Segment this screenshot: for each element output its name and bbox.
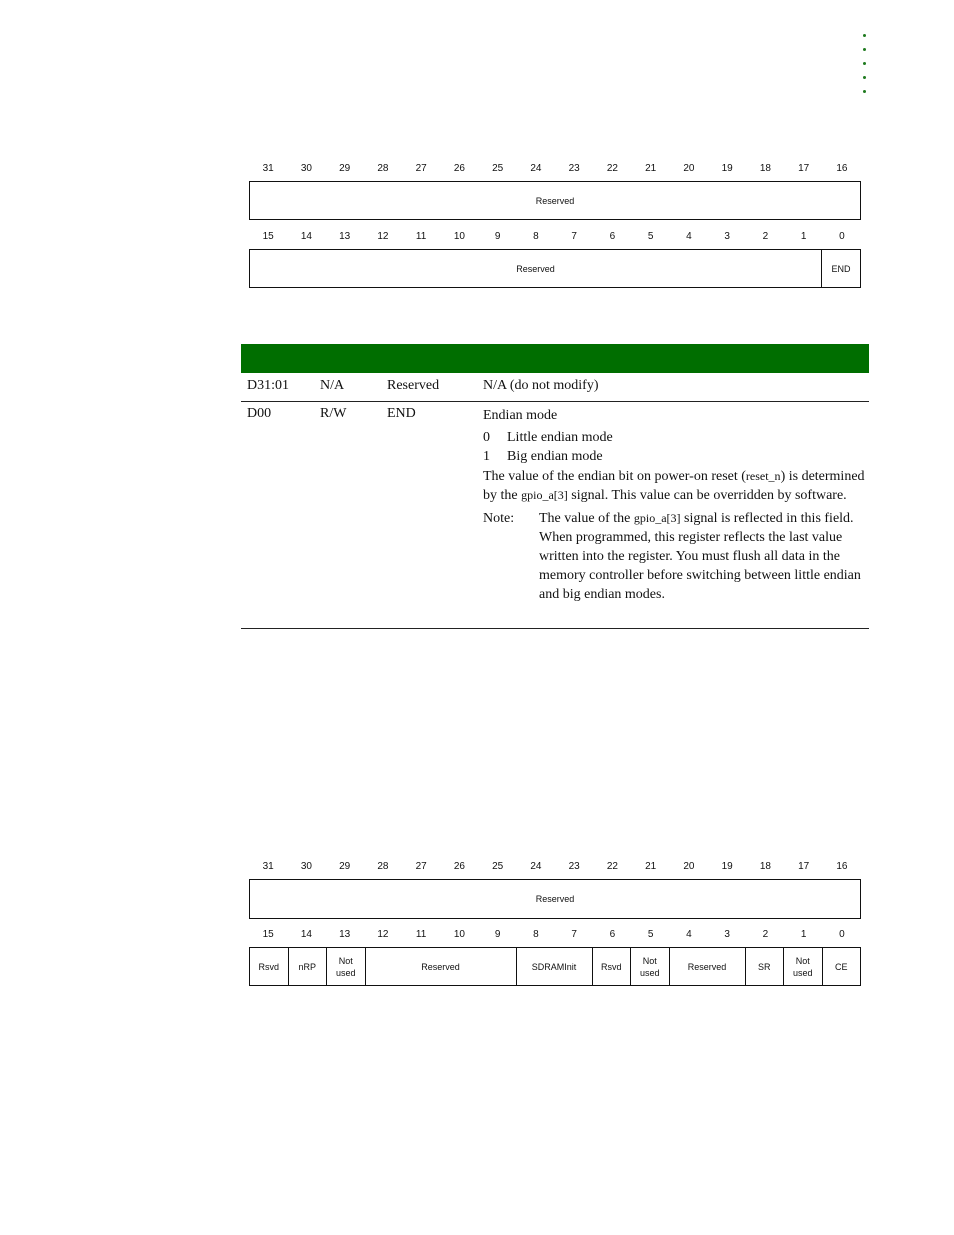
description-paragraph: The value of the endian bit on power-on reset (reset_n) is determined by the gpio_a[3] signal. This value can be overridden by software. <box>483 469 865 503</box>
enum-item <box>483 428 867 447</box>
bit-number: 14 <box>300 929 312 940</box>
bit-fields-upper <box>249 879 861 919</box>
bit-number: 20 <box>683 861 695 872</box>
enum-key: 0 <box>483 430 490 445</box>
signal-name: gpio_a <box>521 488 554 502</box>
bit-number: 23 <box>568 163 580 174</box>
table-row <box>241 402 869 629</box>
bit-number: 17 <box>798 163 810 174</box>
bit-number: 30 <box>300 163 312 174</box>
bit-field: Not used <box>327 948 366 985</box>
dot <box>863 76 866 79</box>
bit-number: 10 <box>453 231 465 242</box>
bit-number: 16 <box>836 861 848 872</box>
bit-number: 4 <box>686 929 692 940</box>
bit-field: Reserved <box>366 948 517 985</box>
dot <box>863 34 866 37</box>
bit-number: 7 <box>571 231 577 242</box>
bit-field: Reserved <box>670 948 746 985</box>
bit-numbers-upper <box>249 163 861 181</box>
bit-field: nRP <box>289 948 328 985</box>
bit-number: 6 <box>609 231 616 242</box>
note-text: The value of the gpio_a[3] signal is reflected in this field. When programmed, this register reflects the last value written into the register. You must flush all data in the memory controller before switching between little endian and big endian modes. <box>539 511 861 602</box>
bit-number: 30 <box>300 861 312 872</box>
bit-number: 12 <box>377 929 389 940</box>
register-diagram-1 <box>249 163 861 288</box>
bit-fields-upper <box>249 181 861 220</box>
bit-number: 10 <box>453 929 465 940</box>
bit-number: 3 <box>724 231 730 242</box>
bit-number: 18 <box>759 861 771 872</box>
bit-number: 23 <box>568 861 580 872</box>
register-bit-table <box>241 344 869 629</box>
bit-number: 14 <box>300 231 312 242</box>
register-diagram-2 <box>249 861 861 986</box>
bit-number: 5 <box>647 929 654 940</box>
bit-field: SDRAMInit <box>517 948 593 985</box>
dot <box>863 62 866 65</box>
bit-field: END <box>831 263 851 274</box>
bit-number: 8 <box>533 231 539 242</box>
bit-field: Reserved <box>535 195 575 206</box>
access-cell: R/W <box>320 406 347 421</box>
bit-field: Not used <box>784 948 823 985</box>
bit-numbers-upper <box>249 861 861 879</box>
bit-number: 12 <box>377 231 389 242</box>
table-header <box>241 344 869 373</box>
bit-number: 9 <box>494 929 501 940</box>
bit-number: 9 <box>494 231 501 242</box>
description-cell: N/A (do not modify) <box>483 378 599 393</box>
bit-number: 27 <box>415 163 427 174</box>
dot <box>863 48 866 51</box>
bit-number: 18 <box>759 163 771 174</box>
bit-number: 7 <box>571 929 577 940</box>
margin-dots <box>863 34 871 104</box>
bit-number: 24 <box>530 861 542 872</box>
bit-number: 11 <box>415 929 427 940</box>
bit-number: 25 <box>492 163 504 174</box>
bit-fields-lower <box>249 249 861 288</box>
enum-value: Big endian mode <box>507 449 603 464</box>
bit-number: 19 <box>721 163 733 174</box>
bit-number: 5 <box>647 231 654 242</box>
bit-number: 2 <box>762 929 769 940</box>
bit-number: 26 <box>453 163 465 174</box>
enum-value: Little endian mode <box>507 430 613 445</box>
bit-field: Not used <box>631 948 670 985</box>
note <box>483 509 867 604</box>
enum-key: 1 <box>483 449 490 464</box>
bit-number: 19 <box>721 861 733 872</box>
bit-number: 24 <box>530 163 542 174</box>
bit-number: 27 <box>415 861 427 872</box>
bit-number: 28 <box>377 861 389 872</box>
bit-number: 21 <box>645 861 657 872</box>
bit-number: 26 <box>453 861 465 872</box>
mnemonic-cell: END <box>387 406 416 421</box>
bit-number: 6 <box>609 929 616 940</box>
bit-number: 15 <box>262 231 274 242</box>
bit-field: Reserved <box>250 250 822 287</box>
bit-number: 22 <box>606 163 618 174</box>
signal-name: reset_n <box>745 469 781 483</box>
bit-number: 1 <box>800 231 807 242</box>
bit-field: CE <box>834 961 848 972</box>
bit-number: 29 <box>339 861 351 872</box>
bits-cell: D31:01 <box>247 378 289 393</box>
bits-cell: D00 <box>247 406 272 421</box>
bit-number: 0 <box>839 929 845 940</box>
bit-number: 29 <box>339 163 351 174</box>
bit-number: 4 <box>686 231 692 242</box>
note-label: Note: <box>483 511 515 526</box>
bit-number: 16 <box>836 163 848 174</box>
bit-numbers-lower <box>249 929 861 947</box>
bit-number: 31 <box>262 163 274 174</box>
bit-number: 3 <box>724 929 730 940</box>
bit-number: 8 <box>533 929 539 940</box>
signal-name: gpio_a <box>633 511 667 525</box>
bit-number: 2 <box>762 231 769 242</box>
mnemonic-cell: Reserved <box>387 378 440 393</box>
access-cell: N/A <box>320 378 345 393</box>
description-cell <box>483 406 867 604</box>
bit-number: 21 <box>645 163 657 174</box>
description-title: Endian mode <box>483 408 558 423</box>
bit-number: 15 <box>262 929 274 940</box>
enum-item <box>483 447 867 466</box>
bit-number: 1 <box>800 929 807 940</box>
bit-numbers-lower <box>249 231 861 249</box>
bit-number: 28 <box>377 163 389 174</box>
bit-number: 17 <box>798 861 810 872</box>
bit-number: 13 <box>339 929 351 940</box>
bit-number: 25 <box>492 861 504 872</box>
bit-field: Rsvd <box>593 948 632 985</box>
bit-number: 0 <box>839 231 845 242</box>
bit-field: SR <box>746 948 785 985</box>
bit-number: 22 <box>606 861 618 872</box>
bit-fields-lower <box>249 947 861 986</box>
bit-number: 31 <box>262 861 274 872</box>
bit-field: Reserved <box>535 894 575 904</box>
bit-number: 13 <box>339 231 351 242</box>
dot <box>863 90 866 93</box>
bit-field: Rsvd <box>250 948 289 985</box>
table-row <box>241 373 869 402</box>
bit-number: 20 <box>683 163 695 174</box>
bit-number: 11 <box>415 231 427 242</box>
